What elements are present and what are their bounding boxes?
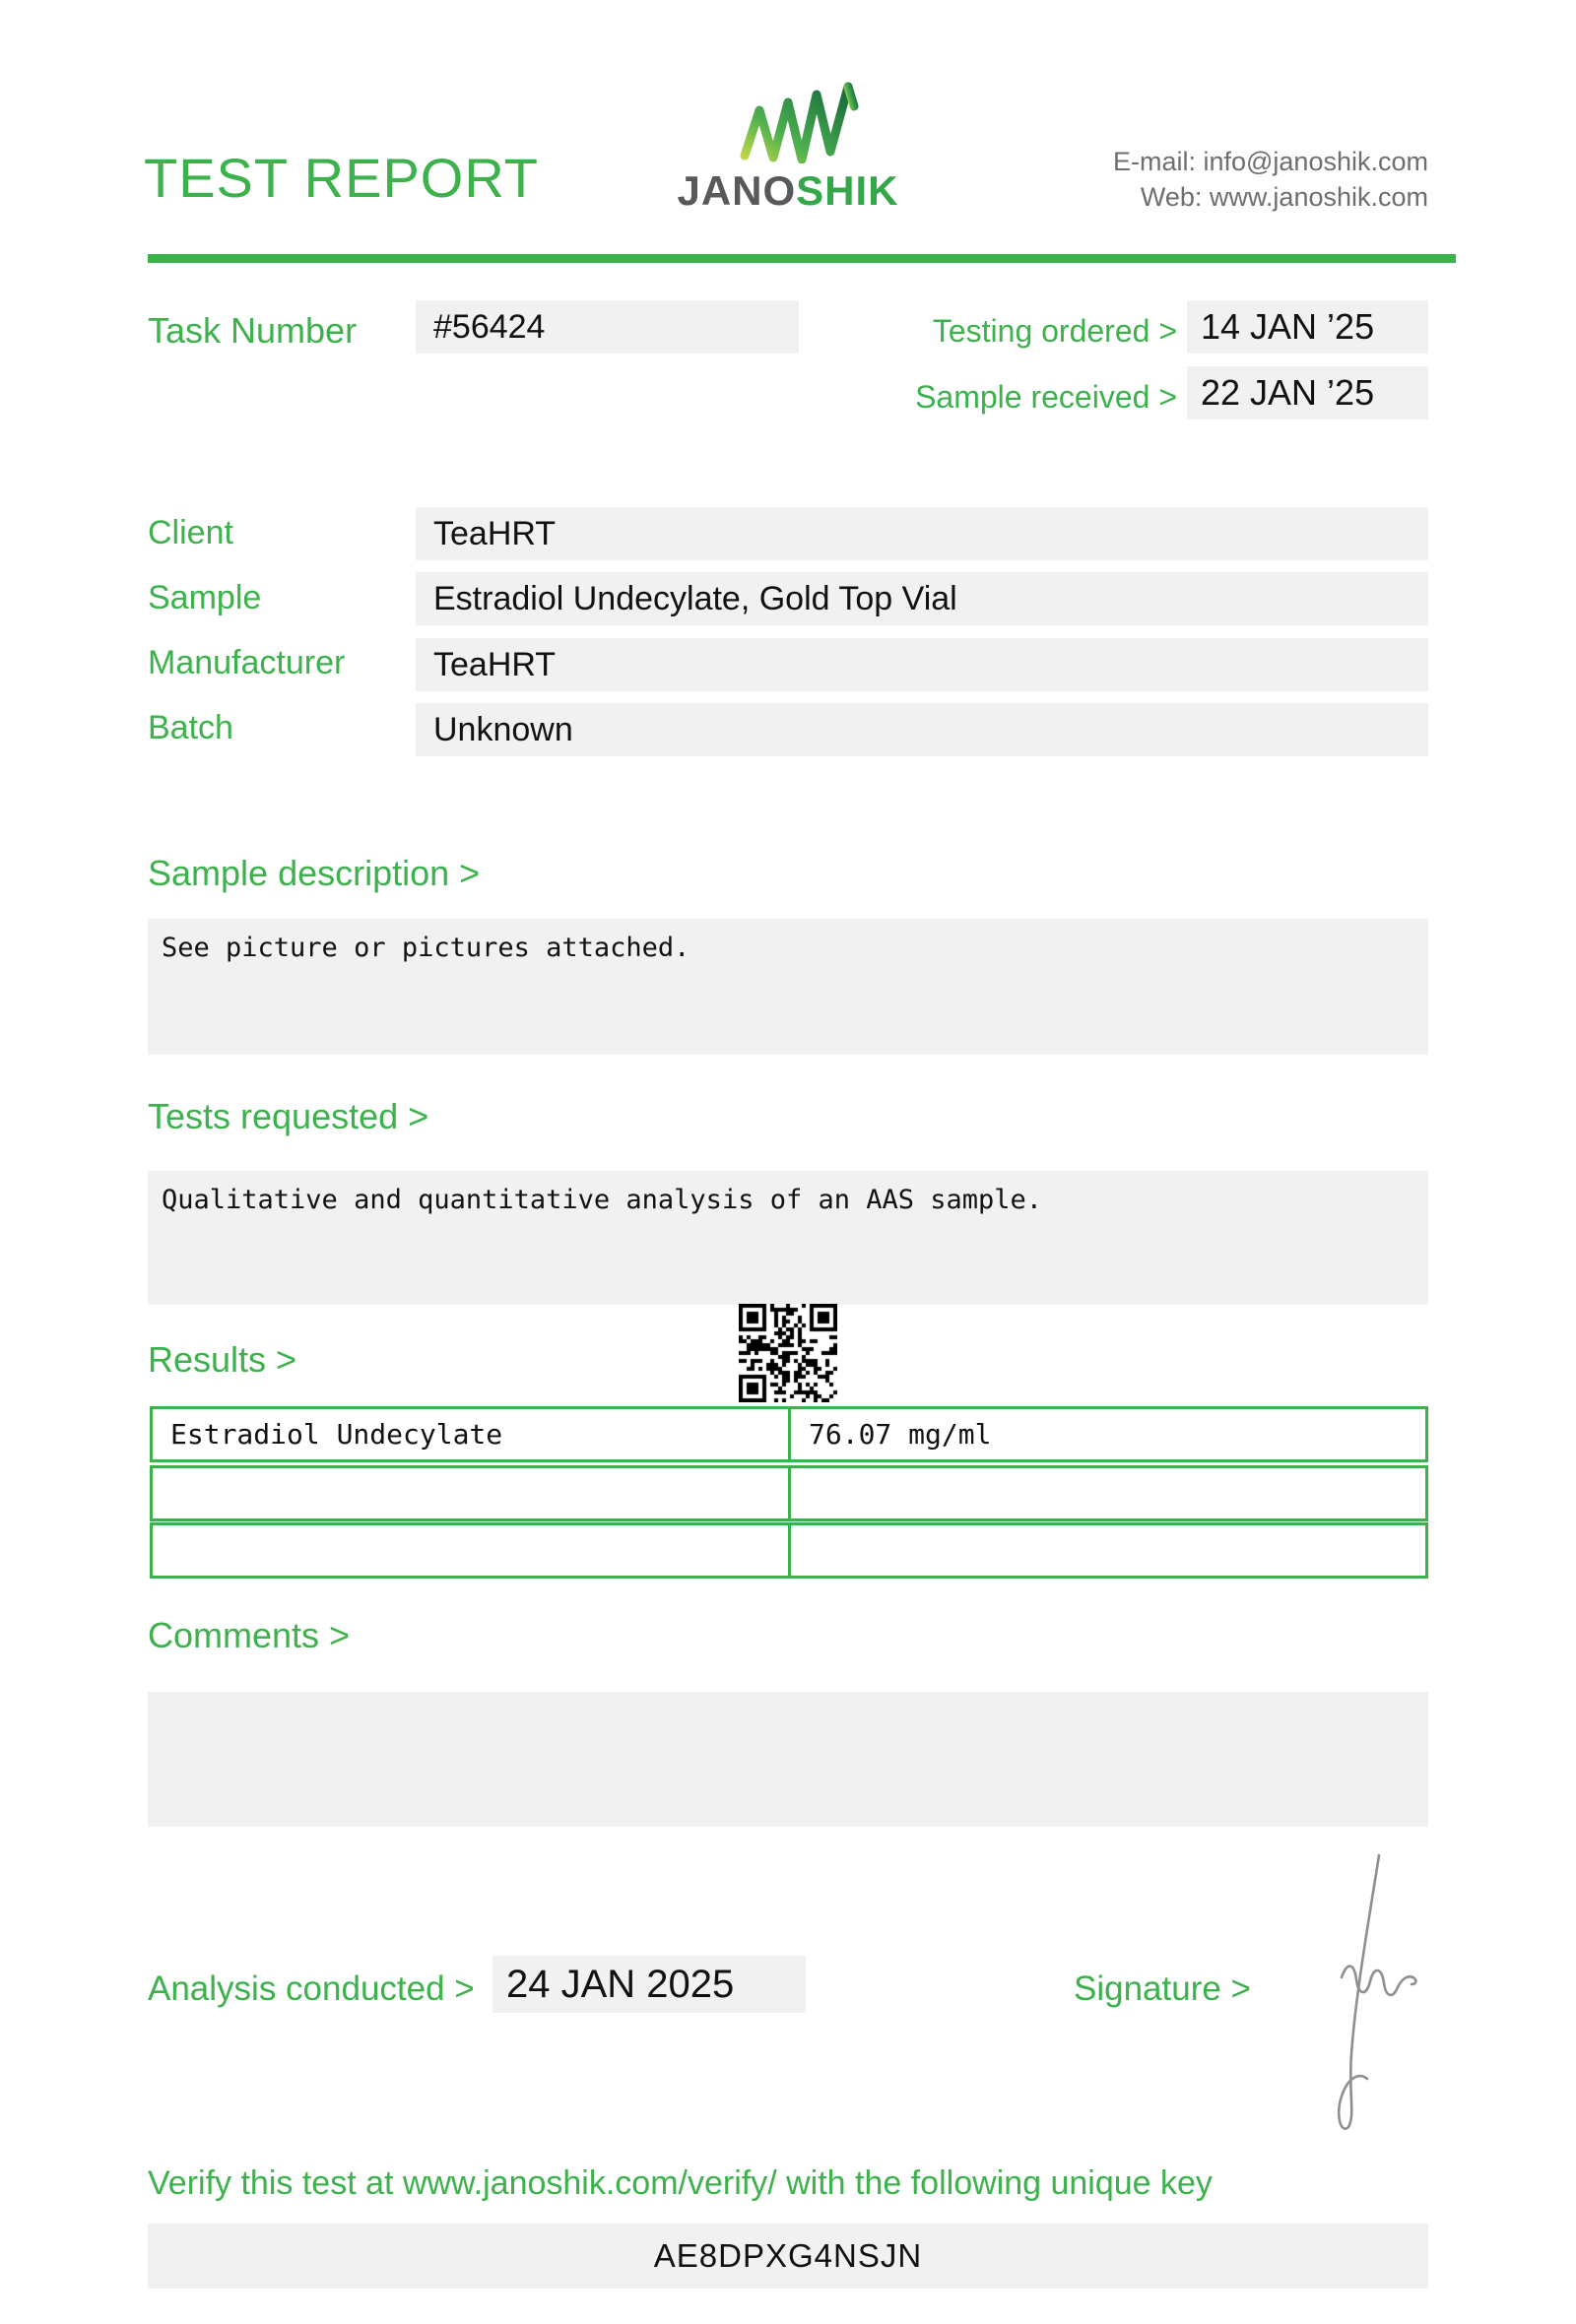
comments-heading: Comments >: [148, 1615, 351, 1655]
sample-received-value-box: [1187, 366, 1428, 420]
analysis-conducted-label: Analysis conducted >: [148, 1969, 475, 2008]
page-title: TEST REPORT: [144, 147, 540, 209]
sample-description-text: See picture or pictures attached.: [162, 933, 690, 963]
testing-ordered-value-box: [1187, 300, 1428, 354]
task-number-label: Task Number: [148, 310, 358, 351]
results-heading: Results >: [148, 1339, 297, 1380]
qr-code: [739, 1304, 837, 1402]
signature-image: [1292, 1849, 1420, 2137]
sample-label: Sample: [148, 579, 262, 616]
verify-key-box: [148, 2224, 1428, 2289]
manufacturer-value: TeaHRT: [433, 646, 557, 683]
verify-key: AE8DPXG4NSJN: [653, 2237, 923, 2274]
sample-received-value: 22 JAN ’25: [1201, 372, 1375, 413]
growth-chart-icon: [737, 79, 865, 163]
results-row-1-analyte: Estradiol Undecylate: [170, 1418, 503, 1451]
client-value-box: [416, 507, 1428, 560]
results-row-1-value-cell: [791, 1409, 1425, 1459]
results-row-1-value: 76.07 mg/ml: [809, 1418, 992, 1451]
results-row-2: [150, 1465, 1428, 1521]
brand-wordmark: [670, 167, 906, 215]
client-value: TeaHRT: [433, 515, 557, 552]
results-row-3: [150, 1522, 1428, 1579]
brand-shik: SHIK: [796, 167, 899, 214]
contact-block: [985, 144, 1428, 215]
results-row-2-value-cell: [791, 1468, 1425, 1518]
task-number-value: #56424: [433, 308, 546, 346]
results-row-3-value-cell: [791, 1525, 1425, 1576]
sample-received-label: Sample received >: [915, 379, 1177, 415]
task-number-value-box: [416, 300, 799, 354]
sample-value-box: [416, 572, 1428, 625]
tests-requested-heading: Tests requested >: [148, 1096, 429, 1136]
client-label: Client: [148, 514, 233, 551]
results-row-2-analyte-cell: [153, 1468, 791, 1518]
contact-web: Web: www.janoshik.com: [1140, 182, 1428, 212]
batch-value-box: [416, 703, 1428, 756]
batch-label: Batch: [148, 709, 233, 746]
analysis-date-box: [492, 1956, 806, 2013]
results-row-1-analyte-cell: [153, 1409, 791, 1459]
comments-box: [148, 1692, 1428, 1827]
sample-description-box: [148, 919, 1428, 1055]
signature-label: Signature >: [1074, 1969, 1251, 2008]
results-row-1: [150, 1406, 1428, 1462]
brand-jano: JANO: [677, 167, 797, 214]
testing-ordered-value: 14 JAN ’25: [1201, 306, 1375, 347]
comments-text: [148, 1692, 1428, 1706]
sample-value: Estradiol Undecylate, Gold Top Vial: [433, 580, 957, 617]
manufacturer-label: Manufacturer: [148, 644, 346, 681]
header-divider: [148, 254, 1456, 263]
verify-instruction: Verify this test at www.janoshik.com/verify/ with the following unique key: [148, 2164, 1213, 2202]
manufacturer-value-box: [416, 638, 1428, 691]
results-row-3-analyte-cell: [153, 1525, 791, 1576]
testing-ordered-label: Testing ordered >: [932, 313, 1177, 349]
batch-value: Unknown: [433, 711, 573, 748]
tests-requested-text: Qualitative and quantitative analysis of an AAS sample.: [162, 1185, 1043, 1215]
tests-requested-box: [148, 1171, 1428, 1305]
analysis-date-value: 24 JAN 2025: [506, 1963, 735, 2006]
sample-description-heading: Sample description >: [148, 853, 481, 893]
contact-email: E-mail: info@janoshik.com: [1112, 147, 1428, 176]
